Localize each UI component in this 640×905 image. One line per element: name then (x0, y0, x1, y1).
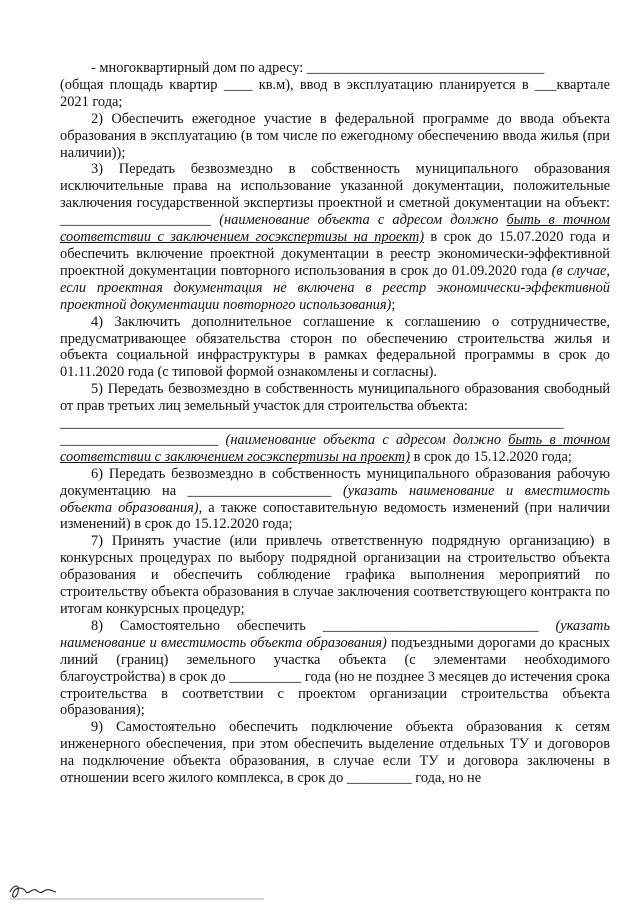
paragraph-6-text-a: 6) Передать безвозмездно в собственность муниципального образования рабочую документацию на ____________________ (60, 465, 610, 499)
signature-mark (6, 878, 266, 902)
paragraph-3-text-a: 3) Передать безвозмездно в собственность муниципального образования исключительные права на использование указанной документации, положительные заключения государственной экспертизы проектной и сметной документации на объект: _____________________ (60, 161, 610, 229)
paragraph-3-text-b: в срок до 15.07.2020 года и обеспечить включение проектной документации в реестр экономически-эффективной проектной документации повторного использования в срок до 01.09.2020 года (60, 229, 610, 279)
paragraph-3-text-c: ; (391, 296, 396, 313)
paragraph-7: 7) Принять участие (или привлечь ответственную подрядную организацию) в конкурсных процедурах по выбору подрядной организации на строительство объекта образования и обеспечить соблюдение графика выполнения мероприятий по строительству объекта образования в случае заключения соответствующего контракта по итогам конкурсных процедур; (60, 533, 610, 617)
paragraph-3 (60, 161, 610, 313)
paragraph-8-text-b: подъездными дорогами до красных линий (границ) земельного участка объекта (с элементами необходимого благоустройства) в срок до __________ года (но не позднее 3 месяцев до истечения срока строительства в соответствии с проектом организации строительства объекта образования); (60, 634, 610, 719)
paragraph-5-italic: (наименование объекта с адресом должно (225, 431, 509, 448)
paragraph-6-italic: (указать наименование и вместимость объекта образования) (60, 482, 610, 516)
paragraph-8-italic: (указать наименование и вместимость объекта образования) (60, 617, 610, 651)
paragraph-1a: - многоквартирный дом по адресу: _________________________________ (91, 60, 545, 76)
document-body (60, 60, 610, 787)
paragraph-6-text-b: , а также сопоставительную ведомость изменений (при наличии изменений) в срок до 15.12.2020 года; (60, 499, 610, 533)
paragraph-3-italic-b: (в случае, если проектная документация не включена в реестр экономически-эффективной проектной документации повторного использования) (60, 262, 610, 313)
paragraph-5-blank-line: ______________________________________________________________________ (60, 415, 564, 432)
paragraph-5b (60, 432, 610, 466)
paragraph-5a: 5) Передать безвозмездно в собственность муниципального образования свободный от прав третьих лиц земельный участок для строительства объекта: (60, 381, 610, 415)
paragraph-1b: (общая площадь квартир ____ кв.м), ввод в эксплуатацию планируется в ___квартале 2021 года; (60, 76, 610, 110)
paragraph-3-italic-a: (наименование объекта с адресом должно (219, 212, 507, 229)
paragraph-5-text-c: в срок до 15.12.2020 года; (409, 448, 572, 465)
paragraph-3-underlined: быть в точном соответствии с заключением госэкспертизы на проект) (60, 212, 610, 246)
paragraph-4: 4) Заключить дополнительное соглашение к соглашению о сотрудничестве, предусматривающее обязательства сторон по обеспечению строительства жилья и объекта социальной инфраструктуры в рамках федеральной программы в срок до 01.11.2020 года (с типовой формой ознакомлены и согласны). (60, 313, 610, 381)
paragraph-6 (60, 466, 610, 534)
signature-stroke (10, 886, 56, 897)
paragraph-8 (60, 618, 610, 719)
paragraph-8-text-a: 8) Самостоятельно обеспечить ______________________________ (91, 617, 556, 634)
paragraph-5-underlined: быть в точном соответствии с заключением госэкспертизы на проект) (60, 431, 610, 465)
paragraph-9: 9) Самостоятельно обеспечить подключение объекта образования к сетям инженерного обеспечения, при этом обеспечить выделение отдельных ТУ и договоров на подключение объекта образования, в случае если ТУ и договора заключены в отношении всего жилого комплекса, в срок до _________ года, но не (60, 719, 610, 787)
paragraph-5-blank: ______________________ (60, 431, 226, 448)
paragraph-2: 2) Обеспечить ежегодное участие в федеральной программе до ввода объекта образования в эксплуатацию (в том числе по ежегодному обеспечению ввода жилья (при наличии)); (60, 110, 610, 161)
